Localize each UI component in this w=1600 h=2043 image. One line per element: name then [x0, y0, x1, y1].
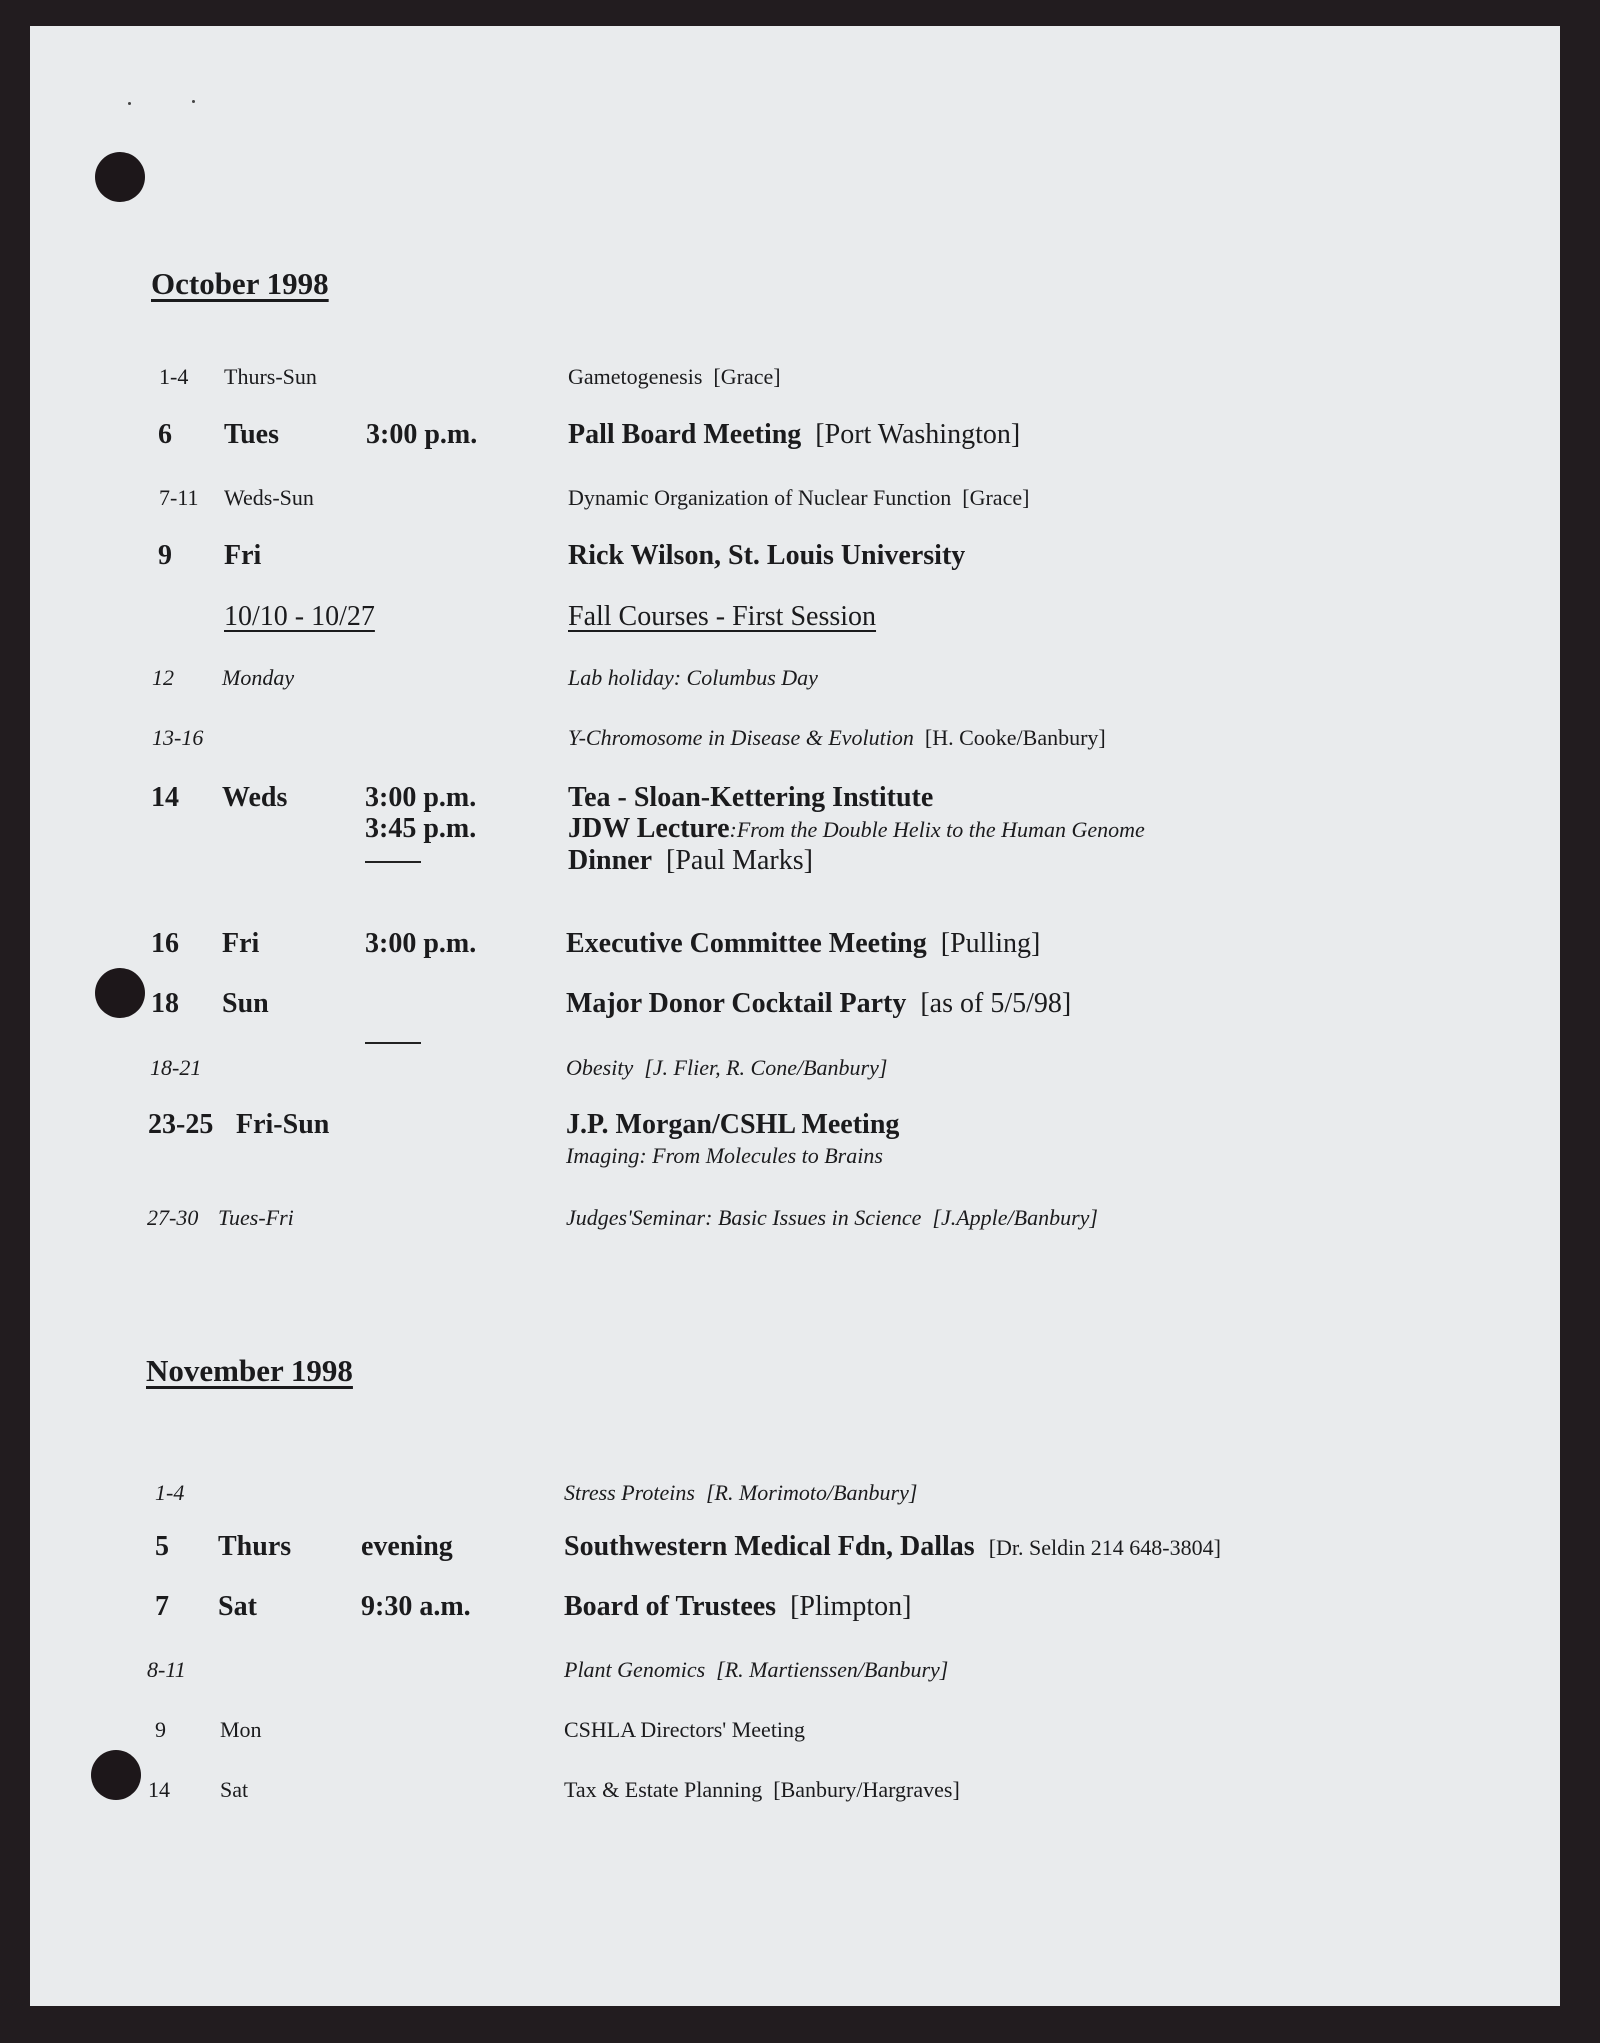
row-weekday: Fri	[224, 540, 262, 571]
row-dates: 10/10 - 10/27	[224, 601, 375, 632]
row-events	[566, 1109, 899, 1171]
row-event	[568, 419, 1020, 451]
row-event	[568, 485, 1029, 511]
row-day: 1-4	[155, 1480, 185, 1505]
row-weekday: Mon	[220, 1717, 262, 1742]
row-event	[566, 928, 1040, 960]
row-event: Lab holiday: Columbus Day	[568, 665, 818, 690]
punch-hole	[95, 152, 145, 202]
row-event	[564, 1591, 911, 1623]
event-subtitle: Imaging: From Molecules to Brains	[566, 1143, 883, 1168]
event-title: Obesity	[566, 1055, 634, 1080]
event-note: [R. Morimoto/Banbury]	[705, 1480, 918, 1505]
row-events	[568, 782, 1145, 876]
event-title: Tea - Sloan-Kettering Institute	[568, 782, 934, 813]
event-note: [J.Apple/Banbury]	[932, 1205, 1098, 1230]
row-day: 14	[148, 1777, 170, 1802]
row-weekday: Tues-Fri	[218, 1205, 294, 1230]
paper-speck	[192, 100, 195, 103]
event-title: JDW Lecture	[568, 813, 730, 844]
row-event: Fall Courses - First Session	[568, 601, 877, 632]
row-day: 7-11	[159, 485, 199, 510]
event-line	[568, 845, 1145, 876]
row-time: 3:00 p.m.	[365, 928, 477, 959]
row-day: 14	[151, 782, 179, 813]
row-event	[566, 1205, 1098, 1231]
event-title: Dynamic Organization of Nuclear Function	[568, 485, 952, 510]
row-weekday: Weds	[222, 782, 288, 813]
row-event	[566, 1055, 887, 1081]
document-page	[30, 26, 1560, 2006]
row-weekday: Thurs	[218, 1531, 292, 1562]
event-title: Tax & Estate Planning	[564, 1777, 763, 1802]
row-day: 9	[155, 1717, 166, 1742]
row-day: 6	[158, 419, 172, 450]
event-note: [as of 5/5/98]	[920, 988, 1072, 1019]
row-event	[566, 988, 1071, 1020]
row-event	[564, 1777, 960, 1803]
row-weekday: Sat	[218, 1591, 257, 1622]
row-weekday: Fri-Sun	[236, 1109, 330, 1140]
row-times	[365, 782, 476, 875]
row-weekday: Thurs-Sun	[224, 364, 317, 389]
event-note: [Pulling]	[940, 928, 1041, 959]
october-heading: October 1998	[151, 266, 329, 301]
row-weekday: Tues	[224, 419, 280, 450]
event-title: Southwestern Medical Fdn, Dallas	[564, 1531, 975, 1562]
row-day: 16	[151, 928, 179, 959]
row-weekday: Fri	[222, 928, 260, 959]
event-title: Y-Chromosome in Disease & Evolution	[568, 725, 914, 750]
event-note: [Grace]	[962, 485, 1030, 510]
row-day: 9	[158, 540, 172, 571]
event-title: J.P. Morgan/CSHL Meeting	[566, 1109, 900, 1140]
row-day: 8-11	[147, 1657, 186, 1682]
row-time: 3:45 p.m.	[365, 813, 477, 844]
row-day: 18	[151, 988, 179, 1019]
row-time: 3:00 p.m.	[365, 782, 477, 813]
row-event	[564, 1480, 917, 1506]
row-time: 3:00 p.m.	[366, 419, 478, 450]
event-note: [Dr. Seldin 214 648-3804]	[988, 1535, 1221, 1560]
row-day: 23-25	[148, 1109, 214, 1140]
event-title: Major Donor Cocktail Party	[566, 988, 907, 1019]
row-day: 1-4	[159, 364, 189, 389]
row-time-blank	[365, 1020, 421, 1052]
punch-hole	[91, 1750, 141, 1800]
row-event	[568, 725, 1106, 751]
row-day: 13-16	[152, 725, 204, 750]
event-note: [J. Flier, R. Cone/Banbury]	[644, 1055, 888, 1080]
event-title: Pall Board Meeting	[568, 419, 802, 450]
row-day: 7	[155, 1591, 169, 1622]
event-note: [H. Cooke/Banbury]	[924, 725, 1106, 750]
november-heading: November 1998	[146, 1353, 353, 1388]
row-day: 5	[155, 1531, 169, 1562]
event-title: Stress Proteins	[564, 1480, 695, 1505]
row-day: 27-30	[147, 1205, 199, 1230]
row-event	[564, 1657, 948, 1683]
row-event: Rick Wilson, St. Louis University	[568, 540, 966, 571]
paper-speck	[128, 102, 131, 105]
row-event	[564, 1531, 1221, 1563]
row-weekday: Sat	[220, 1777, 249, 1802]
event-line	[568, 813, 1145, 845]
row-weekday: Monday	[222, 665, 295, 690]
event-title: Executive Committee Meeting	[566, 928, 927, 959]
row-time-blank	[365, 844, 476, 875]
event-note: [Paul Marks]	[666, 845, 813, 876]
event-note: [R. Martienssen/Banbury]	[716, 1657, 949, 1682]
event-subtitle: :From the Double Helix to the Human Genome	[729, 817, 1145, 842]
punch-hole	[95, 968, 145, 1018]
row-weekday: Sun	[222, 988, 269, 1019]
event-title: Dinner	[568, 845, 652, 876]
row-day: 12	[152, 665, 174, 690]
row-time: evening	[361, 1531, 453, 1562]
event-title: Plant Genomics	[564, 1657, 706, 1682]
event-note: [Port Washington]	[815, 419, 1021, 450]
row-weekday: Weds-Sun	[224, 485, 314, 510]
row-day: 18-21	[150, 1055, 202, 1080]
event-note: [Grace]	[713, 364, 781, 389]
row-event: CSHLA Directors' Meeting	[564, 1717, 806, 1742]
event-title: Board of Trustees	[564, 1591, 777, 1622]
row-event	[568, 364, 781, 390]
event-note: [Banbury/Hargraves]	[773, 1777, 960, 1802]
event-title: Gametogenesis	[568, 364, 703, 389]
event-title: Judges'Seminar: Basic Issues in Science	[566, 1205, 922, 1230]
row-time: 9:30 a.m.	[361, 1591, 471, 1622]
event-note: [Plimpton]	[790, 1591, 912, 1622]
